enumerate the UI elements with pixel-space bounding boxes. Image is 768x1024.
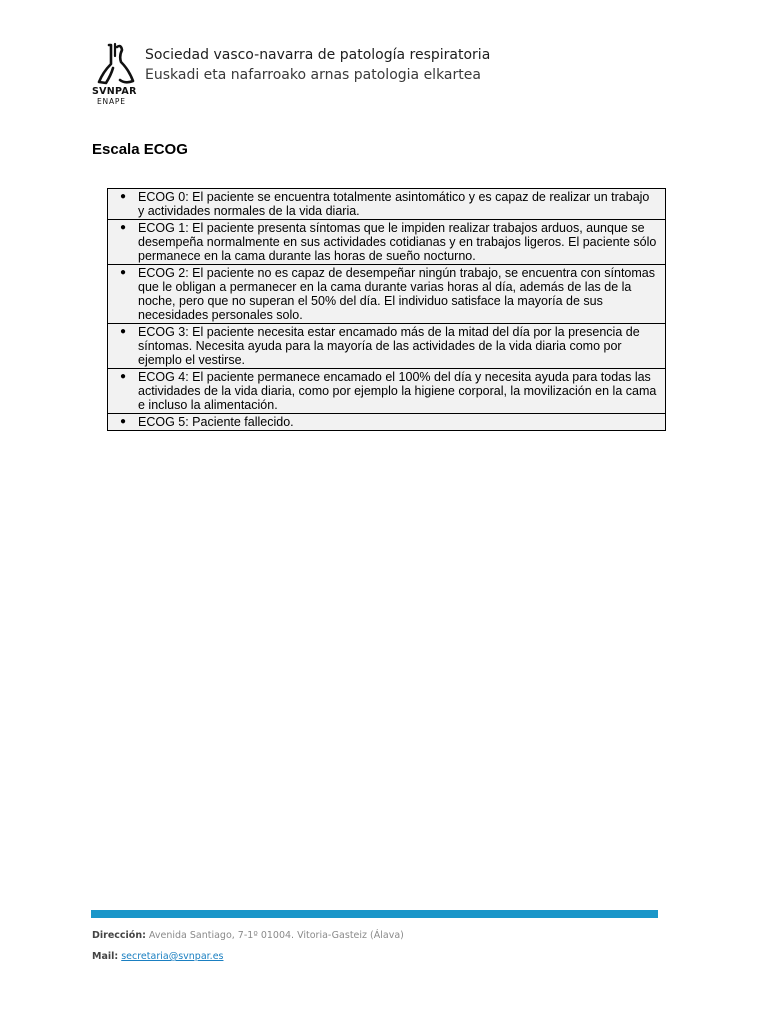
ecog-item-text: ECOG 2: El paciente no es capaz de desempeñar ningún trabajo, se encuentra con síntomas que le obligan a permanecer en la cama durante varias horas al día, además de las de la noche, pero que no superan el 50% del día. El individuo satisface la mayoría de sus necesidades personales solo.: [138, 266, 655, 322]
bullet-icon: ●: [119, 191, 127, 202]
lungs-logo-icon: [95, 42, 139, 86]
table-row: [108, 265, 666, 324]
table-row: [108, 189, 666, 220]
bullet-icon: ●: [119, 326, 127, 337]
ecog-item-text: ECOG 3: El paciente necesita estar encamado más de la mitad del día por la presencia de síntomas. Necesita ayuda para la mayoría de las actividades de la vida diaria como por ejemplo el vestirse.: [138, 325, 640, 367]
table-row: [108, 220, 666, 265]
ecog-table: [107, 188, 666, 431]
bullet-icon: ●: [119, 267, 127, 278]
footer-address: [92, 930, 404, 941]
bullet-icon: ●: [119, 416, 127, 427]
table-row: [108, 414, 666, 431]
ecog-item-text: ECOG 4: El paciente permanece encamado el 100% del día y necesita ayuda para todas las actividades de la vida diaria, como por ejemplo la higiene corporal, la movilización en la cama e incluso la alimentación.: [138, 370, 657, 412]
footer-accent-bar: [91, 910, 658, 918]
mail-link[interactable]: secretaria@svnpar.es: [121, 951, 224, 962]
ecog-item-text: ECOG 0: El paciente se encuentra totalmente asintomático y es capaz de realizar un trabajo y actividades normales de la vida diaria.: [138, 190, 650, 218]
bullet-icon: ●: [119, 371, 127, 382]
logo-wordmark: SVNPAR: [92, 86, 137, 97]
letterhead: [92, 42, 492, 112]
address-label: Dirección:: [92, 930, 146, 941]
ecog-item-text: ECOG 1: El paciente presenta síntomas que le impiden realizar trabajos arduos, aunque se desempeña normalmente en sus actividades cotidianas y en trabajos ligeros. El paciente sólo permanece en la cama durante las horas de sueño nocturno.: [138, 221, 657, 263]
org-name-spanish: Sociedad vasco-navarra de patología respiratoria: [145, 47, 491, 63]
ecog-item-text: ECOG 5: Paciente fallecido.: [138, 415, 294, 429]
bullet-icon: ●: [119, 222, 127, 233]
logo-subwordmark: ENAPE: [97, 97, 126, 106]
svnpar-logo: [92, 42, 142, 108]
table-row: [108, 324, 666, 369]
table-row: [108, 369, 666, 414]
address-value: Avenida Santiago, 7-1º 01004. Vitoria-Gasteiz (Álava): [148, 930, 404, 941]
footer-mail: [92, 951, 223, 962]
org-name-basque: Euskadi eta nafarroako arnas patologia elkartea: [145, 67, 481, 83]
document-title: Escala ECOG: [92, 141, 188, 158]
mail-label: Mail:: [92, 951, 119, 962]
